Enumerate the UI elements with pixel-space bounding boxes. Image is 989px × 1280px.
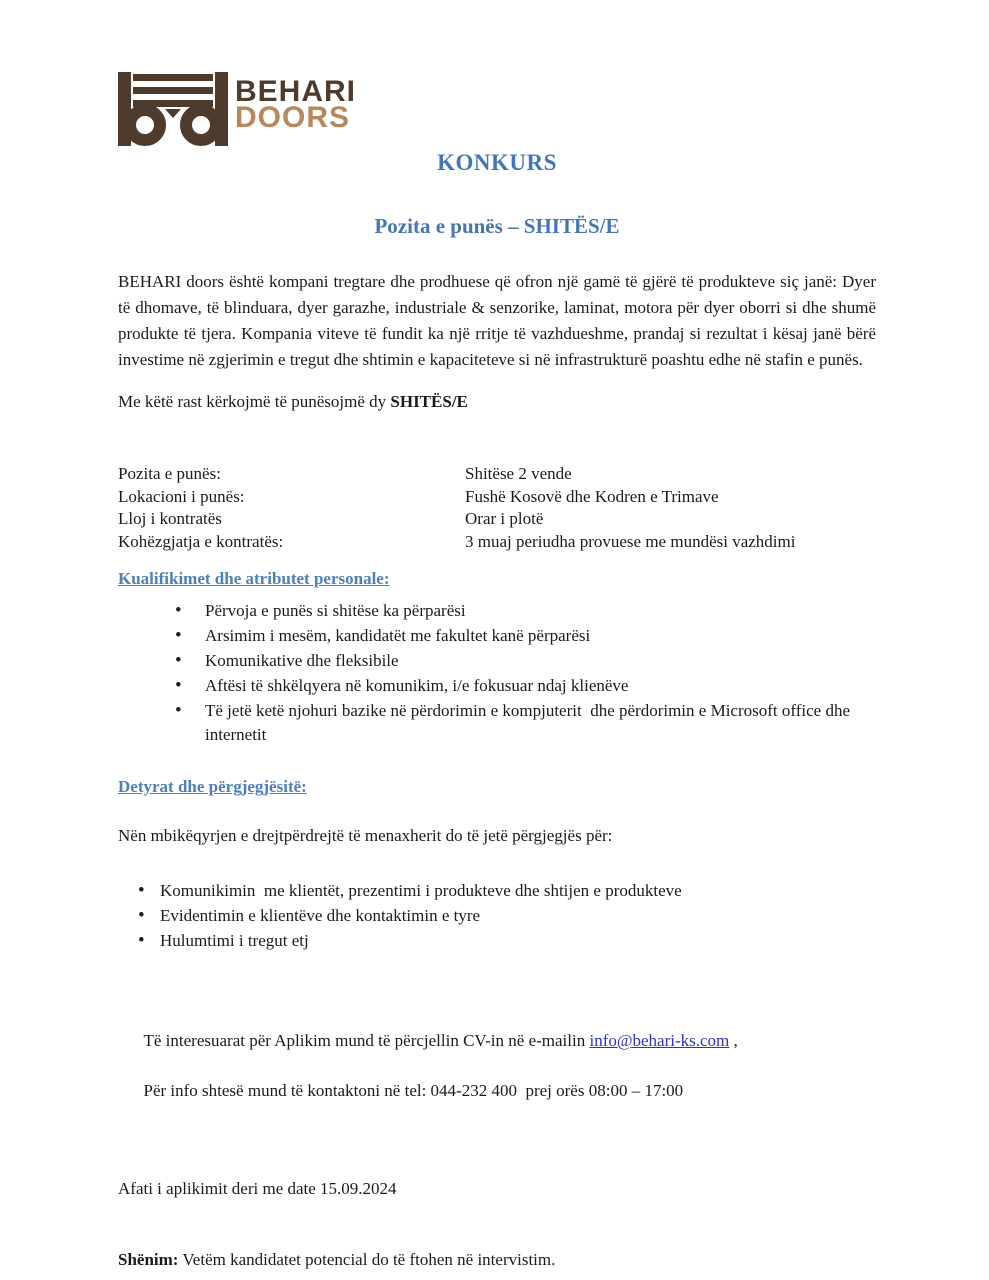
job-details-table	[118, 463, 876, 553]
duties-heading: Detyrat dhe përgjegjësitë:	[118, 777, 307, 796]
note-label: Shënim:	[118, 1250, 179, 1269]
contact-line1-prefix: Të interesuarat për Aplikim mund të përcjellin CV-in në e-mailin	[143, 1031, 590, 1050]
table-row	[118, 486, 876, 509]
position-title: Pozita e punës – SHITËS/E	[374, 214, 620, 238]
detail-value-contract-type: Orar i plotë	[465, 509, 544, 528]
table-row	[118, 508, 876, 531]
behari-doors-logo	[118, 0, 876, 146]
table-row	[118, 463, 876, 486]
hiring-statement-prefix: Me këtë rast kërkojmë të punësojmë dy	[118, 392, 391, 411]
contact-phone-line: Për info shtesë mund të kontaktoni në tel: 044-232 400 prej orës 08:00 – 17:00	[143, 1081, 684, 1100]
detail-value-contract-duration: 3 muaj periudha provuese me mundësi vazhdimi	[465, 531, 796, 551]
list-item: • Komunikimin me klientët, prezentimi i produkteve dhe shtijen e produkteve	[118, 879, 876, 903]
detail-value-position: Shitëse 2 vende	[465, 464, 572, 483]
detail-label-contract-type: Lloj i kontratës	[118, 509, 222, 528]
duties-intro: Nën mbikëqyrjen e drejtpërdrejtë të menaxherit do të jetë përgjegjës për:	[118, 826, 613, 845]
bd-door-logo-icon	[118, 70, 228, 146]
qualifications-heading: Kualifikimet dhe atributet personale:	[118, 569, 390, 588]
logo-wordmark	[235, 70, 357, 134]
list-item: • Aftësi të shkëlqyera në komunikim, i/e fokusuar ndaj klienëve	[118, 674, 876, 698]
list-item: • Evidentimin e klientëve dhe kontaktimin e tyre	[118, 904, 876, 928]
logo-brand-name: BEHARI	[235, 75, 357, 108]
contact-line1-suffix: ,	[729, 1031, 738, 1050]
document-title: KONKURS	[437, 150, 557, 175]
list-item: • Hulumtimi i tregut etj	[118, 929, 876, 953]
hiring-statement	[118, 389, 876, 415]
logo-brand-suffix: DOORS	[235, 101, 351, 134]
hiring-position-bold: SHITËS/E	[390, 392, 468, 411]
list-item: • Të jetë ketë njohuri bazike në përdorimin e kompjuterit dhe përdorimin e Microsoft office dhe internetit	[118, 699, 876, 747]
detail-label-contract-duration: Kohëzgjatja e kontratës:	[118, 531, 284, 551]
detail-label-position: Pozita e punës:	[118, 464, 221, 483]
application-deadline: Afati i aplikimit deri me date 15.09.2024	[118, 1179, 397, 1198]
email-link[interactable]: info@behari-ks.com	[589, 1031, 730, 1050]
qualifications-list	[118, 599, 876, 747]
list-item: • Komunikative dhe fleksibile	[118, 649, 876, 673]
duties-list	[118, 879, 876, 953]
company-intro-paragraph: BEHARI doors është kompani tregtare dhe prodhuese që ofron një gamë të gjërë të produkteve siç janë: Dyer të dhomave, të blinduara, dyer garazhe, industriale & senzorike, laminat, motora për dyer oborri si dhe shumë produkte të tjera. Kompania viteve të fundit ka një rritje të vazhdueshme, prandaj si rezultat i kësaj janë bërë investime në zgjerimin e tregut dhe shtimin e kapaciteteve si në infrastrukturë poashtu edhe në stafin e punës.	[118, 272, 876, 369]
detail-label-location: Lokacioni i punës:	[118, 486, 245, 506]
note-line	[118, 1247, 876, 1272]
list-item: • Arsimim i mesëm, kandidatët me fakultet kanë përparësi	[118, 624, 876, 648]
note-text: Vetëm kandidatet potencial do të ftohen në intervistim.	[178, 1250, 556, 1269]
list-item: • Përvoja e punës si shitëse ka përparësi	[118, 599, 876, 623]
application-contact-info	[118, 1003, 876, 1128]
detail-value-location: Fushë Kosovë dhe Kodren e Trimave	[465, 486, 719, 506]
table-row	[118, 531, 876, 554]
